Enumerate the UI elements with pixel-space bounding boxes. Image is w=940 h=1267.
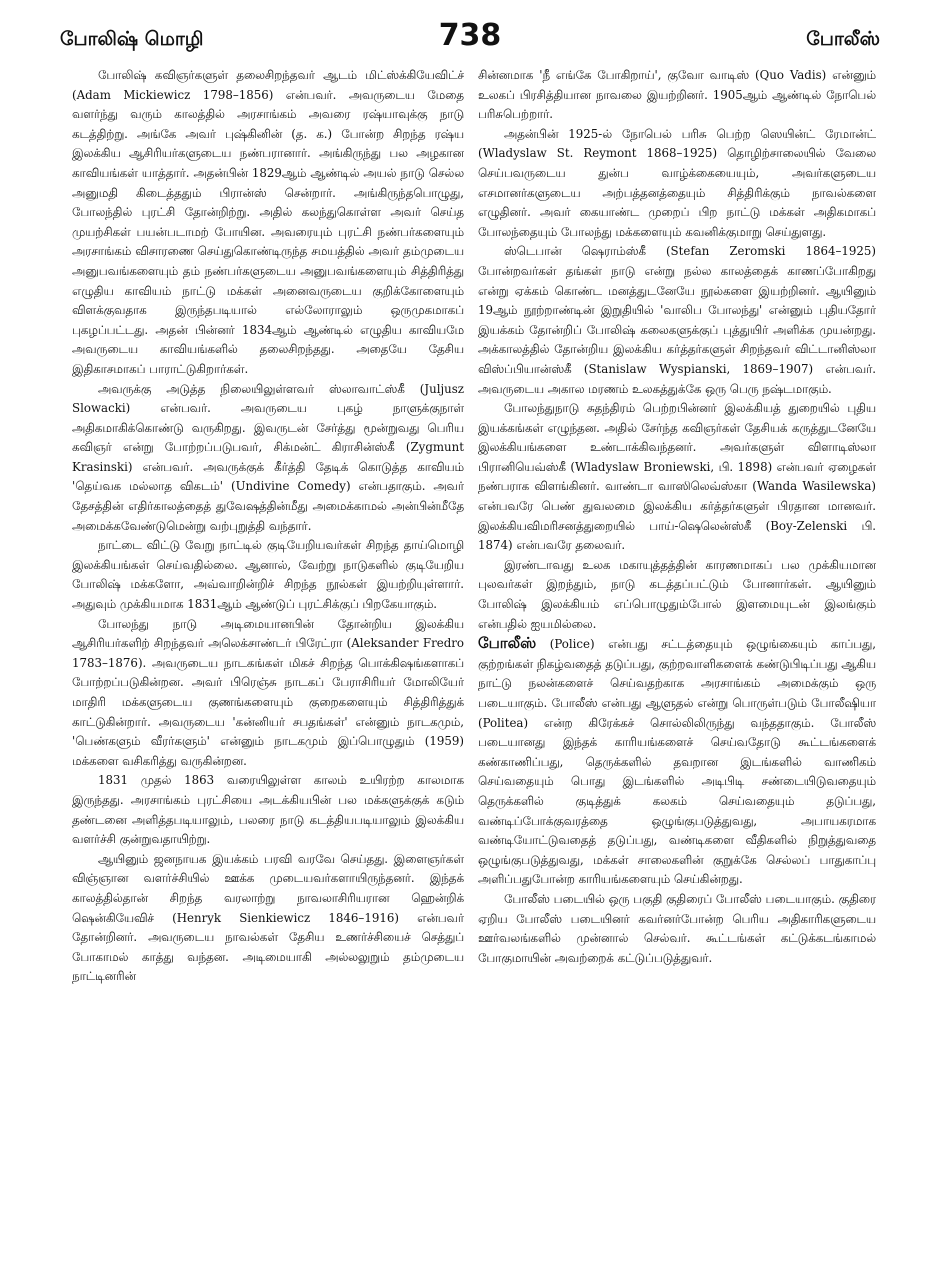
page-header (60, 14, 880, 62)
paragraph: போலந்துநாடு சுதந்திரம் பெற்றபின்னர் இலக்கியத் துறையில் புதிய இயக்கங்கள் எழுந்தன. அதில் சேர்ந்த கவிஞர்கள் தேசியக் கருத்துடனேயே இலக்கியங்களை உண்டாக்கிவந்தனர். அவர்களுள் விளாடிஸ்லா பிரானியெவ்ஸ்கீ (Wladyslaw Broniewski, பி. 1898) என்பவர் ஏழைகள் நண்பராக விளங்கினர். வாண்டா வாஸிலெவ்ஸ்கா (Wanda Wasilewska) என்பவரே பெண் துவலமை இலக்கிய கர்த்தர்களுள் பிரதான மானவர். இலக்கியவிமரிசனத்துறையில் பாய்-ஷெலென்ஸ்கீ (Boy-Zelenski பி. 1874) என்பவரே தலைவர். (478, 401, 876, 553)
police-entry-paragraph (478, 634, 876, 890)
left-column (72, 66, 464, 1258)
paragraph: 1831 முதல் 1863 வரையிலுள்ள காலம் உயிரற்ற காலமாக இருந்தது. அரசாங்கம் புரட்சியை அடக்கியபின் பல மக்களுக்குக் கடும் தண்டனை அளித்தபடியாலும், பலரை நாடு கடத்தியபடியாலும் இலக்கிய வளர்ச்சி குன்றுவதாயிற்று. (72, 773, 464, 847)
paragraph: போலீஸ் படையில் ஒரு பகுதி குதிரைப் போலீஸ் படையாகும். குதிரை ஏறிய போலீஸ் படையினர் கவர்னர்போன்ற பெரிய அதிகாரிகளுடைய ஊர்வலங்களில் முன்னால் செல்வர். கூட்டங்கள் கட்டுக்கடங்காமல் போகுமாயின் அவற்றைக் கட்டுப்படுத்துவர். (478, 891, 876, 965)
entry-title: போலீஸ் (478, 634, 537, 653)
paragraph: இரண்டாவது உலக மகாயுத்தத்தின் காரணமாகப் பல முக்கியமான புலவர்கள் இறந்தும், நாடு கடத்தப்பட்டும் போனார்கள். ஆயினும் போலிஷ் இலக்கியம் எப்பொழுதும்போல் இளமையுடன் இலங்கும் என்பதில் ஐயமில்லை. (478, 557, 876, 631)
paragraph: ஸ்டெபான் ஷெராம்ஸ்கீ (Stefan Zeromski 1864–1925) போன்றவர்கள் தங்கள் நாடு என்று நல்ல காலத்தைக் காணப்போகிறது என்று ஏக்கம் கொண்ட மனத்துடனேயே நூல்களை இயற்றினர். ஆயினும் 19ஆம் நூற்றாண்டின் இறுதியில் 'வாலிப போலந்து' என்னும் புதியதோர் இயக்கம் தோன்றிப் போலிஷ் கலைகளுக்குப் புத்துயிர் அளிக்க முயன்றது. அக்காலத்தில் தோன்றிய இலக்கிய கர்த்தர்களுள் சிறந்தவர் விட்டானிஸ்லா விஸ்ப்பியான்ஸ்கீ (Stanislaw Wyspianski, 1869–1907) என்பவர். அவருடைய அகால மரணம் உலகத்துக்கே ஒரு பெரு நஷ்டமாகும். (478, 244, 876, 396)
paragraph: ஆயினும் ஜனநாயக இயக்கம் பரவி வரவே செய்தது. இளைஞர்கள் விஞ்ஞான வளர்ச்சியில் ஊக்க முடையவர்களாயிருந்தனர். இந்தக் காலத்தில்தான் சிறந்த வரலாற்று நாவலாசிரியரான ஹென்றிக் ஷென்கியேவிச் (Henryk Sienkiewicz 1846–1916) என்பவர் தோன்றினர். அவருடைய நாவல்கள் தேசிய உணர்ச்சியைச் செத்துப் போகாமல் காத்து வந்தன. அடிமையாகி அல்லலுறும் தம்முடைய நாட்டினரின் (72, 851, 464, 984)
header-topic-right: போலீஸ் (806, 28, 880, 50)
paragraph: அவருக்கு அடுத்த நிலையிலுள்ளவர் ஸ்லாவாட்ஸ்கீ (Juljusz Slowacki) என்பவர். அவருடைய புகழ் நாளுக்குநாள் அதிகமாகிக்கொண்டு வருகிறது. இவருடன் சேர்த்து மூன்றுவது பெரிய கவிஞர் என்று போற்றப்படுபவர், சிக்மன்ட் கிராசின்ஸ்கீ (Zygmunt Krasinski) என்பவர். அவருக்குக் கீர்த்தி தேடிக் கொடுத்த காவியம் 'தெய்வக மல்லாத விகடம்' (Undivine Comedy) என்பதாகும். அவர் தேசத்தின் எதிர்காலத்தைத் துவேஷத்தின்மீது அமைக்காமல் அன்பின்மீதே அமைக்கவேண்டுமென்று வற்புறுத்தி வந்தார். (72, 381, 464, 533)
header-topic-left: போலிஷ் மொழி (60, 28, 204, 50)
paragraph: சின்னமாக 'நீ எங்கே போகிறாய்', குவோ வாடிஸ் (Quo Vadis) என்னும் உலகப் பிரசித்தியான நாவலை இயற்றினர். 1905ஆம் ஆண்டில் நோபெல் பரிசுபெற்றார். (478, 68, 876, 122)
paragraph: போலந்து நாடு அடிமையானபின் தோன்றிய இலக்கிய ஆசிரியர்களிற் சிறந்தவர் அலெக்சாண்டர் பிரேட்ரா (Aleksander Fredro 1783–1876). அவருடைய நாடகங்கள் மிகச் சிறந்த பொக்கிஷங்களாகப் போற்றப்படுகின்றன. அவர் பிரெஞ்சு நாடகப் பேராசிரியர் மோலியேர் மாதிரி மக்களுடைய குணங்களையும் குறைகளையும் சித்திரித்துக் காட்டுகின்றார். அவருடைய 'கன்னியர் சபதங்கள்' என்னும் நாடகமும், 'பெண்களும் வீரர்களும்' என்னும் நாடகமும் இப்பொழுதும் (1959) மக்களை வசிகரித்து வருகின்றன. (72, 616, 464, 768)
paragraph: அதன்பின் 1925-ல் நோபெல் பரிசு பெற்ற ஸெயின்ட் ரேமான்ட் (Wladyslaw St. Reymont 1868–1925) தொழிற்சாலையில் வேலை செய்பவருடைய துன்ப வாழ்க்கையையும், அவர்களுடைய எசமானர்களுடைய அற்பத்தனத்தையும் சித்திரிக்கும் நாவல்களை எழுதினர். அவர் கையாண்ட முறைப் பிற நாட்டு மக்கள் அதிகமாகப் போலந்தையும் போலந்து மக்களையும் கவனிக்குமாறு செய்துளது. (478, 126, 876, 239)
page-number: 738 (438, 18, 502, 53)
right-column (478, 66, 876, 1258)
paragraph: நாட்டை விட்டு வேறு நாட்டில் குடியேறியவர்கள் சிறந்த தாய்மொழி இலக்கியங்கள் செய்வதில்லை. ஆனால், வேற்று நாடுகளில் குடியேறிய போலிஷ் மக்களோ, அவ்வாறின்றிச் சிறந்த நூல்கள் இயற்றியுள்ளார். அதுவும் முக்கியமாக 1831ஆம் ஆண்டுப் புரட்சிக்குப் பிறகேயாகும். (72, 538, 464, 612)
entry-text: (Police) என்பது சட்டத்தையும் ஒழுங்கையும் காப்பது, குற்றங்கள் நிகழ்வதைத் தடுப்பது, குற்றவாளிகளைக் கண்டுபிடிப்பது ஆகிய நாட்டு நலன்களைச் செய்வதற்காக அரசாங்கம் அமைக்கும் ஒரு படையாகும். போலீஸ் என்பது ஆளுதல் என்று பொருள்படும் போலீஷியா (Politea) என்ற கிரேக்கச் சொல்லிலிருந்து வந்ததாகும். போலீஸ் படையானது இந்தக் காரியங்களைச் செய்வதோடு கூட்டங்களைக் கண்காணிப்பது, தெருக்களில் தவறான இடங்களில் வாணிகம் செய்வதையும் பொது இடங்களில் அடிபிடி சண்டையிடுவதையும் தெருக்களில் குடித்துக் கலகம் செய்வதையும் தடுப்பது, வண்டிப்போக்குவரத்தை ஒழுங்குபடுத்துவது, அபாயகரமாக வண்டியோட்டுவதைத் தடுப்பது, வண்டிகளை வீதிகளில் நிறுத்துவதை ஒழுங்குபடுத்துவது, மக்கள் சாலைகளின் குறுக்கே செல்லப் பாதுகாப்பு அளிப்பதுபோன்ற காரியங்களையும் செய்கின்றது. (478, 637, 876, 887)
paragraph: போலிஷ் கவிஞர்களுள் தலைசிறந்தவர் ஆடம் மிட்ஸ்க்கியேவிட்ச் (Adam Mickiewicz 1798–1856) என்பவர். அவருடைய மேதை வளர்ந்து வரும் காலத்தில் அரசாங்கம் அவரை ரஷ்யாவுக்கு நாடு கடத்திற்று. அங்கே அவர் புஷ்கினின் (த. க.) போன்ற சிறந்த ரஷ்ய இலக்கிய ஆசிரியர்களுடைய நண்பரானார். அங்கிருந்து பல அழகான காவியங்கள் யாத்தார். அதன்பின் 1829ஆம் ஆண்டில் அயல் நாடு செல்ல அனுமதி கிடைத்ததும் பிரான்ஸ் சென்றார். அங்கிருந்தபொழுது, போலந்தில் புரட்சி தோன்றிற்று. அதில் கலந்துகொள்ள அவர் செய்த முயற்சிகள் பயன்படாமற் போயின. அவரையும் புரட்சி நண்பர்களையும் அரசாங்கம் விசாரணை செய்துகொண்டிருந்த சமயத்தில் அவர் தம்முடைய அனுபவங்களையும் தம் நண்பர்களுடைய அனுபவங்களையும் சித்திரித்து எழுதிய காவியம் நாட்டு மக்கள் அனைவருடைய குறிக்கோளையும் விளக்குவதாக இருந்தபடியால் எல்லோராலும் ஒருமுகமாகப் புகழப்பட்டது. அதன் பின்னர் 1834ஆம் ஆண்டில் எழுதிய காவியமே அவருடைய காவியங்களில் தலைசிறந்தது. அதையே தேசிய இதிகாசமாகப் பாராட்டுகிறார்கள். (72, 68, 464, 376)
